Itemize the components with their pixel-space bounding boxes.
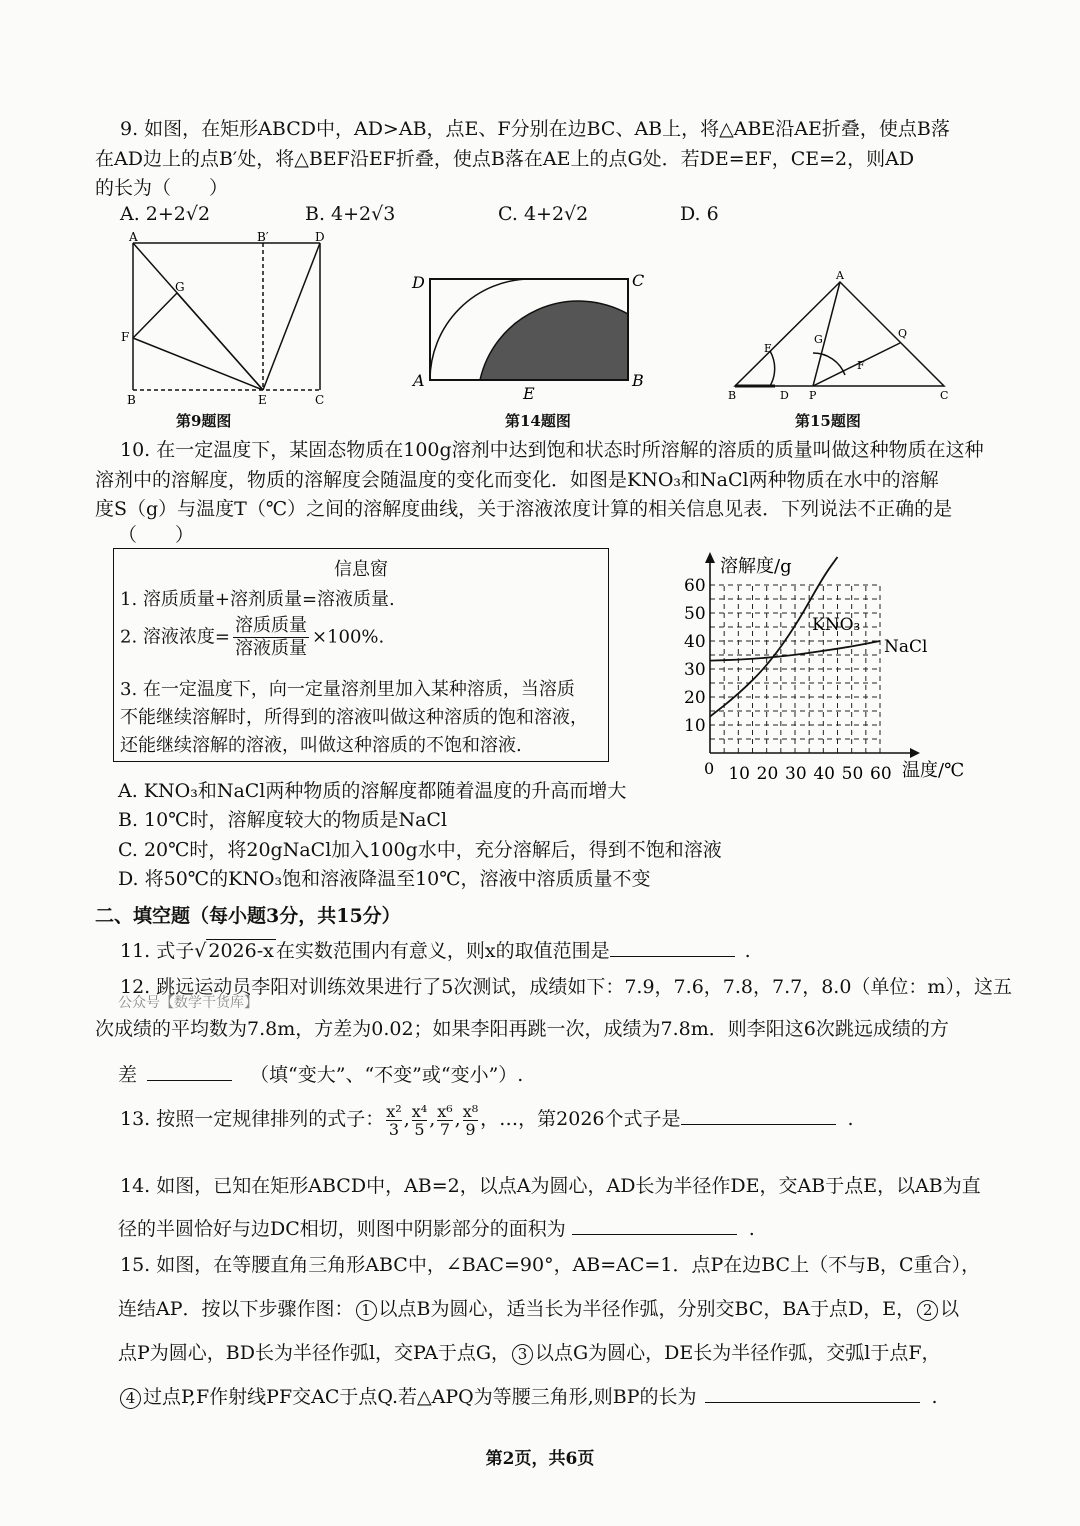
q15-line4-text: 过点P,F作射线PF交AC于点Q.若△APQ为等腰三角形,则BP的长为 <box>143 1386 697 1408</box>
fraction-numerator: 溶质质量 <box>234 615 307 636</box>
q15-line2 <box>118 1296 959 1322</box>
fig14-caption: 第14题图 <box>505 412 571 430</box>
info-item-2-suffix: ×100%. <box>311 626 385 648</box>
info-window <box>113 548 609 762</box>
q10-line2: 溶剂中的溶解度，物质的溶解度会随温度的变化而变化．如图是KNO₃和NaCl两种物质在水中的溶解 <box>95 469 939 491</box>
fig14-label-b: B <box>632 371 644 390</box>
q13-term-1 <box>386 1103 401 1138</box>
q9-line2: 在AD边上的点B′处，将△BEF沿EF折叠，使点B落在AE上的点G处．若DE=EF，CE=2，则AD <box>95 148 915 170</box>
q15-end: . <box>931 1386 938 1408</box>
figure-9 <box>115 230 335 410</box>
q13-term-3 <box>437 1103 452 1138</box>
q15-line2b: 以点B为圆心，适当长为半径作弧，分别交BC，BA于点D，E， <box>378 1298 916 1320</box>
fig9-caption: 第9题图 <box>176 412 232 430</box>
q9-option-d[interactable]: D. 6 <box>680 203 719 225</box>
q13-term-4-num: x⁸ <box>462 1101 479 1121</box>
fig9-label-d: D <box>315 230 325 244</box>
x-tick-label: 40 <box>813 764 835 784</box>
q13-prefix: 13. 按照一定规律排列的式子： <box>120 1108 385 1130</box>
q13-term-4 <box>463 1103 478 1138</box>
q11-suffix: 在实数范围内有意义，则x的取值范围是 <box>275 940 610 962</box>
q12-line3 <box>118 1062 523 1088</box>
q11-answer-blank[interactable] <box>610 938 735 957</box>
q13-end: . <box>847 1108 854 1130</box>
fig15-label-b: B <box>728 389 737 402</box>
fig15-label-p: P <box>809 389 817 402</box>
step-1-marker: 1 <box>356 1300 377 1321</box>
fig14-label-e: E <box>523 384 535 402</box>
section-2-title: 二、填空题（每小题3分，共15分） <box>95 905 401 927</box>
fig15-label-g: G <box>814 333 823 346</box>
fig9-label-b: B <box>127 393 136 407</box>
sqrt-sign-icon: √ <box>194 940 207 962</box>
q11-end: . <box>744 940 751 962</box>
x-axis-arrow <box>910 748 920 758</box>
q14-answer-blank[interactable] <box>572 1216 737 1235</box>
q13-suffix: ，…，第2026个式子是 <box>480 1108 681 1130</box>
fig9-label-g: G <box>175 280 185 294</box>
series-nacl-label: NaCl <box>884 637 928 657</box>
q12-line2: 次成绩的平均数为7.8m，方差为0.02；如果李阳再跳一次，成绩为7.8m．则李阳这6次跳远成绩的方 <box>95 1018 949 1040</box>
q9-option-b[interactable]: B. 4+2√3 <box>305 203 396 225</box>
q15-line2a: 连结AP．按以下步骤作图： <box>118 1298 354 1320</box>
figure-14 <box>408 262 658 402</box>
q13-term-2 <box>412 1103 427 1138</box>
fig15-caption: 第15题图 <box>795 412 861 430</box>
q14-line2 <box>118 1216 755 1242</box>
step-3-marker: 3 <box>512 1344 533 1365</box>
q13-term-3-den: 7 <box>439 1119 451 1139</box>
fig14-label-c: C <box>632 271 645 290</box>
info-title: 信息窗 <box>334 559 388 580</box>
fig9-label-f: F <box>121 330 130 344</box>
q11-line <box>120 938 751 964</box>
q13-answer-blank[interactable] <box>681 1106 836 1125</box>
x-tick-label: 50 <box>841 764 864 784</box>
concentration-fraction <box>233 615 309 660</box>
step-2-marker: 2 <box>917 1300 938 1321</box>
q13-term-2-num: x⁴ <box>411 1101 428 1121</box>
q14-line2-text: 径的半圆恰好与边DC相切，则图中阴影部分的面积为 <box>118 1218 566 1240</box>
fig15-label-e: E <box>764 342 773 355</box>
q12-line1: 12. 跳远运动员李阳对训练效果进行了5次测试，成绩如下：7.9，7.6，7.8，7.7，8.0（单位：m），这五 <box>120 976 1012 998</box>
info-item-1: 1. 溶质质量+溶剂质量=溶液质量. <box>120 589 395 610</box>
q15-line3 <box>118 1340 941 1366</box>
q9-option-c[interactable]: C. 4+2√2 <box>498 203 589 225</box>
fig9-label-c: C <box>315 393 325 407</box>
watermark: 公众号【数学干货库】 <box>118 995 258 1011</box>
y-tick-label: 30 <box>684 660 706 680</box>
q15-line4 <box>118 1384 938 1410</box>
fig14-label-d: D <box>412 273 425 292</box>
x-axis-label: 温度/℃ <box>902 760 965 781</box>
info-item-3-line1: 3. 在一定温度下，向一定量溶剂里加入某种溶质，当溶质 <box>120 679 575 700</box>
q11-radicand: 2026-x <box>208 940 274 962</box>
q13-term-3-num: x⁶ <box>437 1101 453 1121</box>
fig14-label-a: A <box>413 371 425 390</box>
q15-line3a: 点P为圆心，BD长为半径作弧l，交PA于点G， <box>118 1342 510 1364</box>
x-tick-label: 60 <box>870 764 892 784</box>
fig15-label-c: C <box>940 389 949 402</box>
q15-answer-blank[interactable] <box>705 1384 920 1403</box>
q13-term-1-num: x² <box>386 1101 402 1121</box>
info-item-3-line3: 还能继续溶解的溶液，叫做这种溶质的不饱和溶液. <box>120 735 522 756</box>
info-item-3-line2: 不能继续溶解时，所得到的溶液叫做这种溶质的饱和溶液， <box>120 707 588 728</box>
fig9-label-a: A <box>129 230 138 244</box>
q15-line1: 15. 如图，在等腰直角三角形ABC中，∠BAC=90°，AB=AC=1．点P在边BC上（不与B，C重合）， <box>120 1254 981 1276</box>
q10-option-b[interactable]: B. 10℃时，溶解度较大的物质是NaCl <box>118 809 448 831</box>
fig15-label-q: Q <box>898 327 908 340</box>
info-item-2 <box>120 615 384 660</box>
series-kno3-label: KNO₃ <box>812 615 861 635</box>
figure-15 <box>720 265 960 410</box>
page-number: 第2页，共6页 <box>485 1449 595 1469</box>
solubility-chart <box>670 548 980 788</box>
q12-line3-prefix: 差 <box>118 1064 138 1086</box>
q13-term-2-den: 5 <box>414 1119 425 1139</box>
q9-option-a[interactable]: A. 2+2√2 <box>120 203 211 225</box>
y-tick-label: 10 <box>684 716 706 736</box>
x-tick-label: 30 <box>785 764 807 784</box>
q12-answer-blank[interactable] <box>147 1062 232 1081</box>
q14-line1: 14. 如图，已知在矩形ABCD中，AB=2，以点A为圆心，AD长为半径作DE，交AB于点E，以AB为直 <box>120 1175 981 1197</box>
y-tick-label: 40 <box>684 632 706 652</box>
y-tick-label: 50 <box>684 604 706 624</box>
q14-end: . <box>748 1218 755 1240</box>
x-tick-label: 10 <box>728 764 750 784</box>
q10-option-d[interactable]: D. 将50℃的KNO₃饱和溶液降温至10℃，溶液中溶质质量不变 <box>118 868 651 890</box>
step-4-marker: 4 <box>120 1388 141 1409</box>
q13-term-1-den: 3 <box>388 1119 400 1139</box>
q10-option-c[interactable]: C. 20℃时，将20gNaCl加入100g水中，充分溶解后，得到不饱和溶液 <box>118 839 722 861</box>
series-kno3-line <box>710 557 838 717</box>
q15-line3b: 以点G为圆心，DE长为半径作弧，交弧l于点F， <box>535 1342 941 1364</box>
fig15-label-d: D <box>780 389 789 402</box>
q10-line4: （ ） <box>118 524 195 546</box>
q15-line2c: 以 <box>940 1298 960 1320</box>
q9-line3: 的长为（ ） <box>95 177 229 199</box>
origin-label: 0 <box>704 759 715 778</box>
y-axis-label: 溶解度/g <box>720 556 792 577</box>
fig9-label-bprime: B′ <box>257 230 269 244</box>
q13-line: 13. 按照一定规律排列的式子： $\frac{\text{x²}}{3}$ , $\frac{\text{x⁴}}{5}$ , $\frac{\text{x⁶}}{7}$ , $\frac{\text{x⁸}}{9}$ ，…，第2026个式子是 . <box>120 1101 854 1139</box>
y-axis-arrow <box>705 552 715 563</box>
q10-line1: 10. 在一定温度下，某固态物质在100g溶剂中达到饱和状态时所溶解的溶质的质量叫做这种物质在这种 <box>120 439 984 461</box>
y-tick-label: 60 <box>684 576 706 596</box>
fig15-label-a: A <box>836 269 844 282</box>
q11-prefix: 11. 式子 <box>120 940 195 962</box>
fraction-denominator: 溶液质量 <box>234 638 307 659</box>
q10-line3: 度S（g）与温度T（℃）之间的溶解度曲线，关于溶液浓度计算的相关信息见表．下列说法不正确的是 <box>95 498 953 520</box>
q10-option-a[interactable]: A. KNO₃和NaCl两种物质的溶解度都随着温度的升高而增大 <box>118 780 627 802</box>
fig9-label-e: E <box>258 393 267 407</box>
fig15-label-f: F <box>857 359 865 372</box>
info-item-2-prefix: 2. 溶液浓度= <box>120 626 230 648</box>
y-tick-label: 20 <box>684 688 706 708</box>
q13-term-4-den: 9 <box>465 1119 476 1139</box>
q9-line1: 9. 如图，在矩形ABCD中，AD>AB，点E、F分别在边BC、AB上，将△ABE沿AE折叠，使点B落 <box>120 118 950 140</box>
q12-line3-suffix: （填“变大”、“不变”或“变小”）. <box>250 1064 524 1086</box>
x-tick-label: 20 <box>756 764 779 784</box>
